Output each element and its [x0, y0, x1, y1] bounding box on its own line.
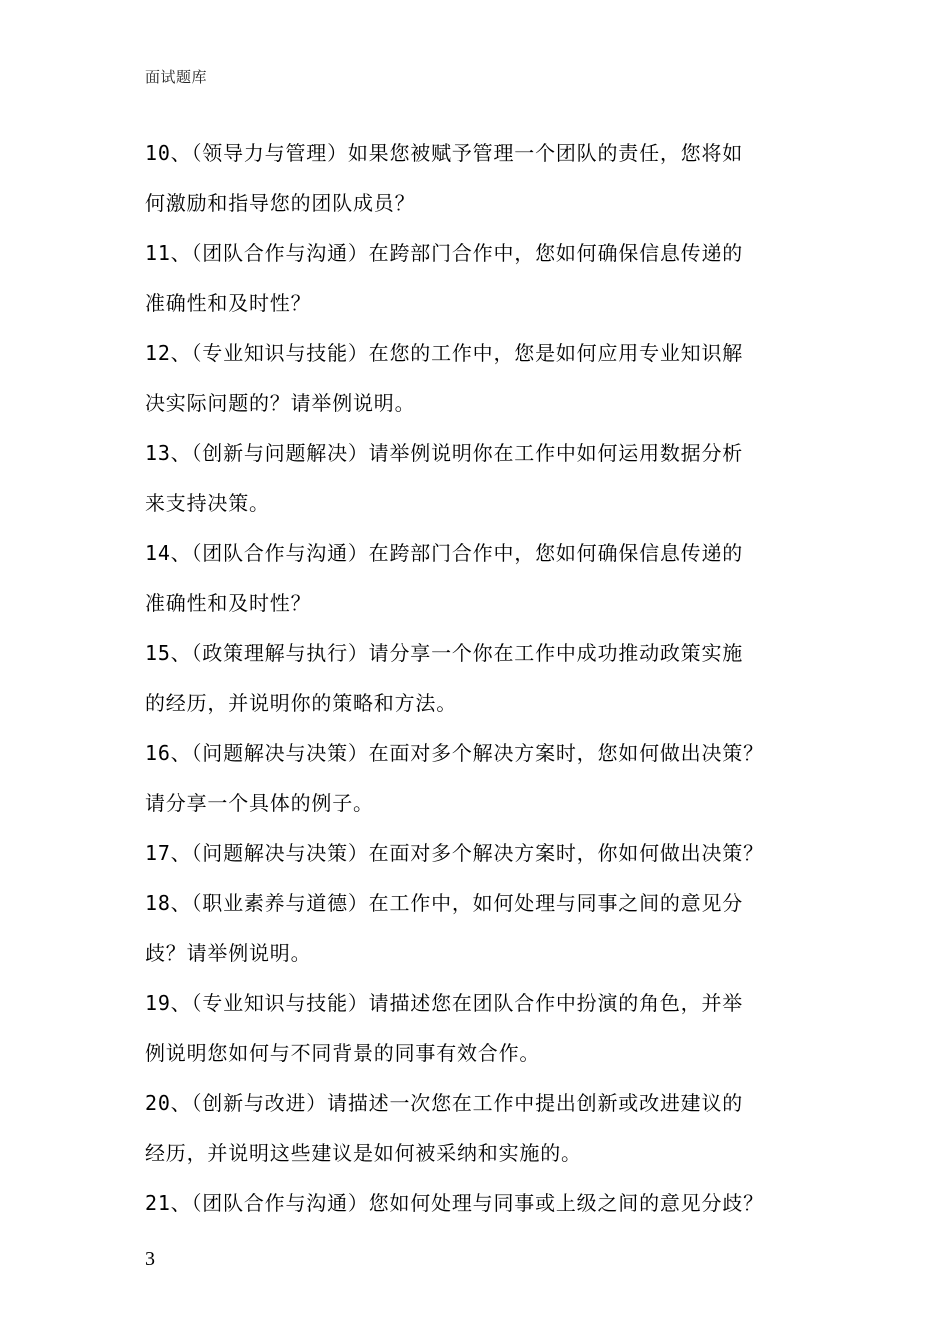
- question-line: 19、（专业知识与技能）请描述您在团队合作中扮演的角色，并举: [145, 991, 744, 1015]
- question-item: [145, 328, 825, 428]
- question-item: [145, 1178, 825, 1228]
- question-item: [145, 628, 825, 728]
- question-item: [145, 828, 825, 878]
- page-number: 3: [145, 1248, 155, 1270]
- question-line: 15、（政策理解与执行）请分享一个你在工作中成功推动政策实施: [145, 641, 744, 665]
- question-item: [145, 1078, 825, 1178]
- question-line: 来支持决策。: [145, 491, 270, 515]
- question-line: 决实际问题的？请举例说明。: [145, 391, 416, 415]
- question-line: 的经历，并说明你的策略和方法。: [145, 691, 457, 715]
- question-item: [145, 128, 825, 228]
- question-line: 例说明您如何与不同背景的同事有效合作。: [145, 1041, 541, 1065]
- question-list: [145, 128, 825, 1228]
- question-line: 请分享一个具体的例子。: [145, 791, 374, 815]
- question-line: 11、（团队合作与沟通）在跨部门合作中，您如何确保信息传递的: [145, 241, 744, 265]
- question-line: 17、（问题解决与决策）在面对多个解决方案时，你如何做出决策？: [145, 841, 764, 865]
- question-line: 12、（专业知识与技能）在您的工作中，您是如何应用专业知识解: [145, 341, 744, 365]
- question-line: 16、（问题解决与决策）在面对多个解决方案时，您如何做出决策？: [145, 741, 764, 765]
- question-line: 18、（职业素养与道德）在工作中，如何处理与同事之间的意见分: [145, 891, 744, 915]
- question-item: [145, 978, 825, 1078]
- question-line: 20、（创新与改进）请描述一次您在工作中提出创新或改进建议的: [145, 1091, 744, 1115]
- question-line: 经历，并说明这些建议是如何被采纳和实施的。: [145, 1141, 582, 1165]
- question-line: 何激励和指导您的团队成员？: [145, 191, 416, 215]
- question-line: 13、（创新与问题解决）请举例说明你在工作中如何运用数据分析: [145, 441, 744, 465]
- question-line: 歧？请举例说明。: [145, 941, 312, 965]
- question-item: [145, 528, 825, 628]
- question-line: 准确性和及时性？: [145, 291, 312, 315]
- question-line: 10、（领导力与管理）如果您被赋予管理一个团队的责任，您将如: [145, 141, 744, 165]
- page-header: 面试题库: [145, 68, 208, 86]
- question-item: [145, 428, 825, 528]
- question-line: 14、（团队合作与沟通）在跨部门合作中，您如何确保信息传递的: [145, 541, 744, 565]
- question-item: [145, 728, 825, 828]
- question-line: 准确性和及时性？: [145, 591, 312, 615]
- question-item: [145, 228, 825, 328]
- question-item: [145, 878, 825, 978]
- question-line: 21、（团队合作与沟通）您如何处理与同事或上级之间的意见分歧？: [145, 1191, 764, 1215]
